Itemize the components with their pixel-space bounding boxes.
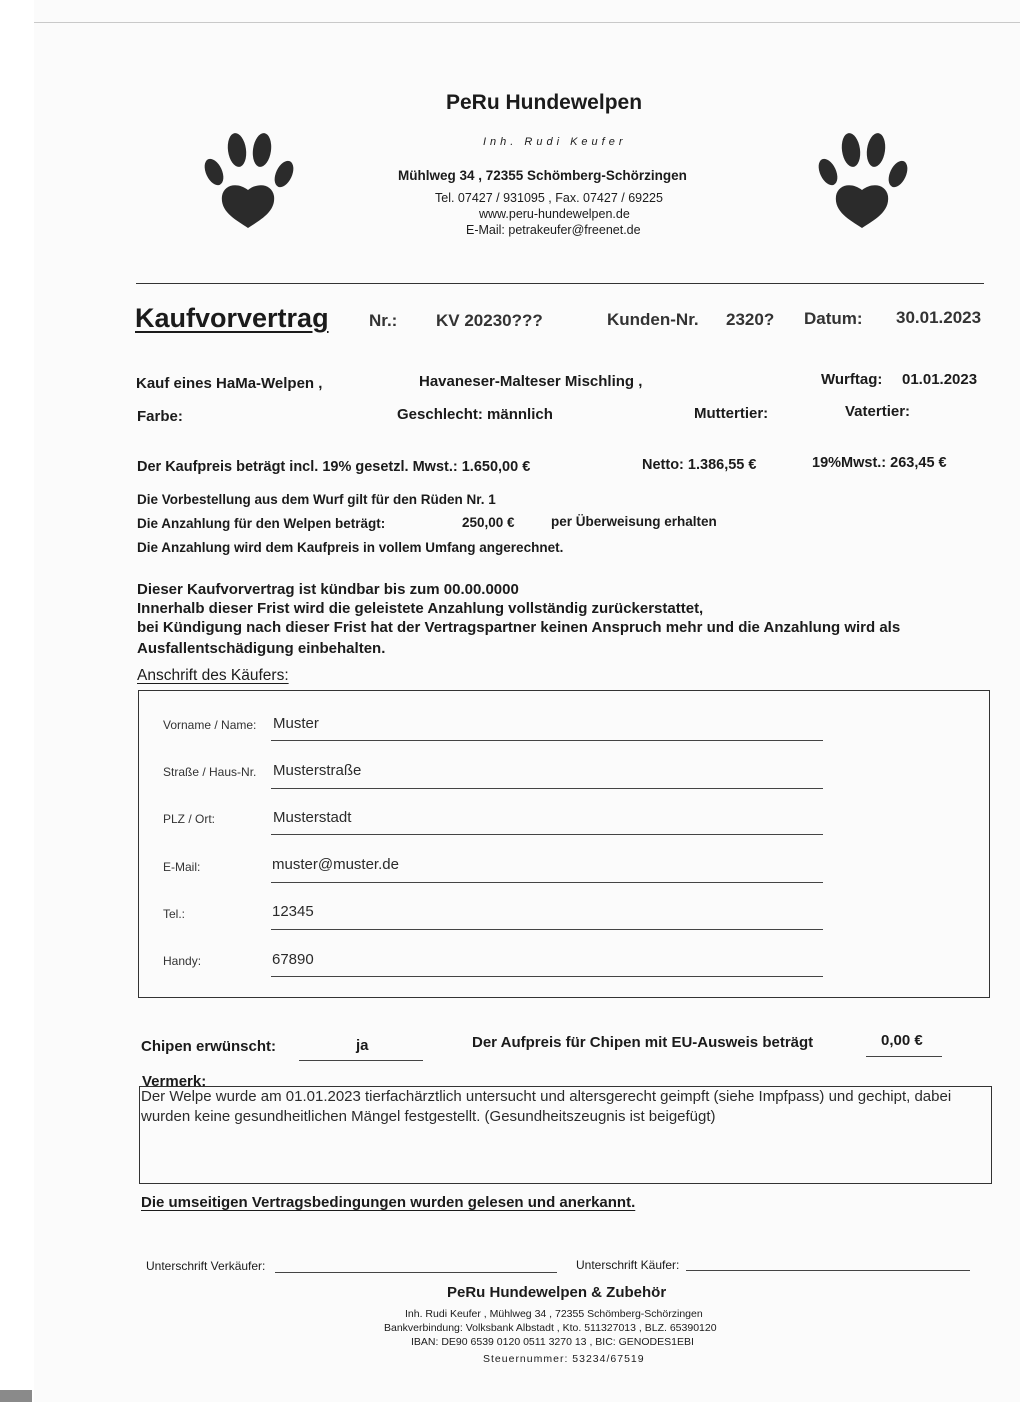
cancellation-line-2: Innerhalb dieser Frist wird die geleistete Anzahlung vollständig zurückerstattet, <box>137 600 704 617</box>
chip-label: Chipen erwünscht: <box>141 1038 277 1055</box>
litter-date-label: Wurftag: <box>821 371 883 388</box>
company-website: www.peru-hundewelpen.de <box>479 207 630 221</box>
zip-city-field[interactable]: Musterstadt <box>273 809 352 826</box>
chip-underline <box>299 1060 423 1061</box>
deposit-method: per Überweisung erhalten <box>551 514 717 529</box>
terms-text: Die umseitigen Vertragsbedingungen wurden gelesen und anerkannt. <box>141 1194 636 1211</box>
chip-surcharge-text: Der Aufpreis für Chipen mit EU-Ausweis beträgt <box>472 1034 814 1051</box>
footer-iban: IBAN: DE90 6539 0120 0511 3270 13 , BIC: GENODES1EBI <box>411 1336 694 1348</box>
footer-bank: Bankverbindung: Volksbank Albstadt , Kto. 511327013 , BLZ. 65390120 <box>384 1322 717 1334</box>
street-field[interactable]: Musterstraße <box>273 762 362 779</box>
field-underline <box>271 834 823 835</box>
seller-signature-line[interactable] <box>275 1272 557 1273</box>
email-field[interactable]: muster@muster.de <box>272 856 399 873</box>
company-address: Mühlweg 34 , 72355 Schömberg-Schörzingen <box>398 168 687 183</box>
company-phone: Tel. 07427 / 931095 , Fax. 07427 / 69225 <box>435 191 663 205</box>
field-underline <box>271 976 823 977</box>
field-underline <box>271 740 823 741</box>
surcharge-underline <box>866 1056 942 1057</box>
netto-text: Netto: 1.386,55 € <box>642 457 757 473</box>
buyer-heading: Anschrift des Käufers: <box>137 667 289 684</box>
breed-text: Havaneser-Malteser Mischling , <box>419 373 643 390</box>
cancellation-line-3: bei Kündigung nach dieser Frist hat der Vertragspartner keinen Anspruch mehr und die Anzahlung wird als <box>137 619 901 636</box>
owner-name: Inh. Rudi Keufer <box>483 136 627 148</box>
scan-corner-mark <box>0 1390 32 1402</box>
cancellation-line-4: Ausfallentschädigung einbehalten. <box>137 640 386 657</box>
header-divider <box>136 283 984 284</box>
chip-value[interactable]: ja <box>356 1037 369 1054</box>
field-underline <box>271 788 823 789</box>
customer-nr-label: Kunden-Nr. <box>607 310 699 329</box>
buyer-address-box <box>138 690 990 998</box>
field-underline <box>271 929 823 930</box>
company-name: PeRu Hundewelpen <box>446 91 643 114</box>
father-label: Vatertier: <box>845 403 911 420</box>
date-label: Datum: <box>804 309 863 328</box>
mother-label: Muttertier: <box>694 405 769 422</box>
sex-text: Geschlecht: männlich <box>397 406 553 423</box>
contract-title: Kaufvorvertrag <box>135 303 329 333</box>
purchase-text: Kauf eines HaMa-Welpen , <box>136 375 323 392</box>
buyer-signature-label: Unterschrift Käufer: <box>576 1258 680 1272</box>
phone-label: Tel.: <box>163 907 186 921</box>
mobile-label: Handy: <box>163 954 202 968</box>
footer-tax-number: Steuernummer: 53234/67519 <box>483 1353 645 1365</box>
deposit-note: Die Anzahlung wird dem Kaufpreis in vollem Umfang angerechnet. <box>137 540 564 555</box>
price-text: Der Kaufpreis beträgt incl. 19% gesetzl. Mwst.: 1.650,00 € <box>137 459 531 475</box>
contract-nr-value: KV 20230??? <box>436 311 543 330</box>
deposit-label: Die Anzahlung für den Welpen beträgt: <box>137 516 386 531</box>
deposit-value: 250,00 € <box>462 515 515 530</box>
footer-company: PeRu Hundewelpen & Zubehör <box>447 1284 667 1301</box>
footer-address: Inh. Rudi Keufer , Mühlweg 34 , 72355 Schömberg-Schörzingen <box>405 1308 703 1320</box>
field-underline <box>271 882 823 883</box>
preorder-text: Die Vorbestellung aus dem Wurf gilt für den Rüden Nr. 1 <box>137 492 496 507</box>
seller-signature-label: Unterschrift Verkäufer: <box>146 1259 266 1273</box>
phone-field[interactable]: 12345 <box>272 903 314 920</box>
mobile-field[interactable]: 67890 <box>272 951 314 968</box>
buyer-signature-line[interactable] <box>686 1270 970 1271</box>
email-label: E-Mail: <box>163 860 201 874</box>
contract-nr-label: Nr.: <box>369 311 398 330</box>
first-last-name-label: Vorname / Name: <box>163 718 257 732</box>
color-label: Farbe: <box>137 408 183 425</box>
paw-print-icon <box>200 130 296 230</box>
remark-text[interactable]: Der Welpe wurde am 01.01.2023 tierfachärztlich untersucht und altersgerecht geimpft (siehe Impfpass) und gechipt, dabei wurden keine gesundheitlichen Mängel festgestellt. (Gesundheitszeugnis ist beigefügt) <box>141 1088 952 1125</box>
litter-date-value: 01.01.2023 <box>902 371 978 388</box>
scan-top-edge <box>34 22 1020 23</box>
company-email: E-Mail: petrakeufer@freenet.de <box>466 223 641 237</box>
page-margin <box>0 0 34 1402</box>
first-last-name-field[interactable]: Muster <box>273 715 319 732</box>
street-label: Straße / Haus-Nr. <box>163 765 257 779</box>
vat-text: 19%Mwst.: 263,45 € <box>812 455 947 471</box>
cancellation-line-1: Dieser Kaufvorvertrag ist kündbar bis zum 00.00.0000 <box>137 581 519 598</box>
chip-surcharge-value[interactable]: 0,00 € <box>881 1032 923 1049</box>
zip-city-label: PLZ / Ort: <box>163 812 216 826</box>
date-value: 30.01.2023 <box>896 308 982 327</box>
remark-label: Vermerk: <box>142 1073 207 1090</box>
customer-nr-value: 2320? <box>726 310 775 329</box>
paw-print-icon <box>814 130 910 230</box>
